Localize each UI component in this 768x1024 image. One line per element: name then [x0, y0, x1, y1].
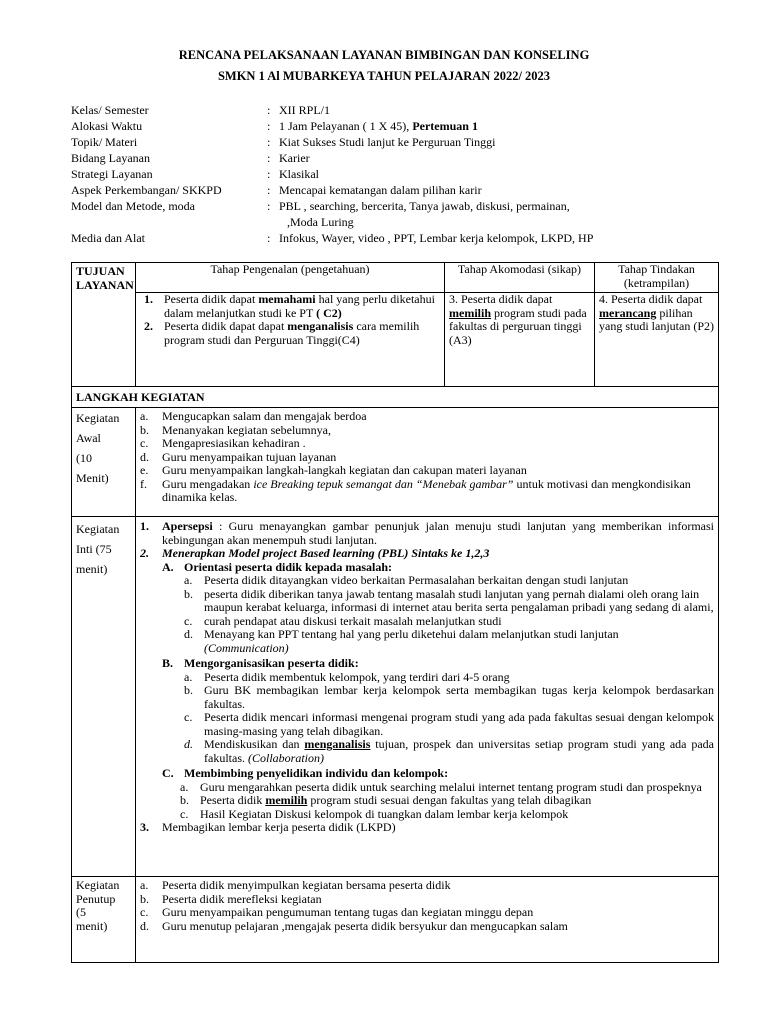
- attitude-objective: [445, 293, 595, 387]
- list-text: Guru BK membagikan lembar kerja kelompok serta membagikan tugas kerja kelompok berdasarkan fakultas.: [204, 683, 714, 711]
- label-line: (10: [76, 451, 92, 465]
- list-item: [140, 671, 714, 685]
- list-marker: a.: [184, 573, 193, 587]
- meta-value-text: PBL , searching, bercerita, Tanya jawab, diskusi, permainan,: [279, 199, 570, 213]
- text: tujuan, prospek dan universitas setiap program studi yang ada pada fakultas.: [204, 737, 714, 765]
- keyword: memilih: [449, 305, 491, 320]
- list-text: Peserta didik menyimpulkan kegiatan bersama peserta didik: [162, 878, 451, 892]
- label-line: Kegiatan: [76, 411, 120, 425]
- list-item: [140, 794, 714, 808]
- list-item: [140, 424, 714, 438]
- keyword: menganalisis: [304, 737, 371, 751]
- list-text: Guru mengarahkan peserta didik untuk searching melalui internet tentang program studi dan prospeknya: [200, 779, 702, 794]
- section-marker: C.: [162, 766, 174, 780]
- list-item: [140, 320, 440, 347]
- list-marker: e.: [140, 463, 149, 477]
- list-item: [140, 821, 714, 835]
- list-item: [140, 451, 714, 465]
- ice-breaking-text: ice Breaking tepuk semangat dan “Menebak gambar”: [253, 476, 514, 491]
- list-marker: d.: [140, 449, 149, 464]
- list-item: [140, 906, 714, 920]
- label-line: (5: [76, 905, 86, 919]
- meta-row: [71, 166, 731, 182]
- text: Peserta didik dapat dapat: [164, 319, 288, 333]
- list-text: Membagikan lembar kerja peserta didik (LKPD): [162, 820, 396, 834]
- section-title: Orientasi peserta didik kepada masalah:: [184, 559, 393, 574]
- meta-value: XII RPL/1: [279, 103, 330, 117]
- list-marker: d.: [140, 918, 149, 933]
- section-heading: [140, 767, 714, 781]
- opening-activity-row: [72, 408, 719, 517]
- text: pilihan yang studi lanjutan (P2): [599, 305, 714, 333]
- list-marker: c.: [140, 436, 149, 450]
- list-marker: b.: [184, 586, 193, 601]
- list-marker: b.: [140, 422, 149, 437]
- list-text: Mengucapkan salam dan mengajak berdoa: [162, 409, 367, 423]
- stage-knowledge-header: Tahap Pengenalan (pengetahuan): [136, 263, 445, 293]
- colon: :: [267, 135, 271, 149]
- meta-row: [71, 198, 731, 230]
- list-item: [140, 781, 714, 795]
- text: : Guru menayangkan gambar penunjuk jalan menuju studi lanjutan yang memberikan informasi kebingungan akan menempuh studi lanjutan.: [162, 519, 714, 547]
- list-marker: 2.: [140, 546, 149, 560]
- list-item: [140, 808, 714, 822]
- list-marker: c.: [184, 613, 193, 628]
- list-item: [140, 893, 714, 907]
- list-text: Guru menutup pelajaran ,mengajak peserta didik bersyukur dan mengucapkan salam: [162, 918, 568, 933]
- section-marker: A.: [162, 559, 174, 574]
- list-marker: 2.: [144, 319, 153, 333]
- label-line: menit): [76, 562, 108, 576]
- colon: :: [267, 199, 271, 213]
- list-marker: a.: [184, 669, 193, 684]
- stage-attitude-header: Tahap Akomodasi (sikap): [445, 263, 595, 293]
- list-text: Menanyakan kegiatan sebelumnya,: [162, 422, 331, 437]
- list-marker: b.: [140, 891, 149, 906]
- text: untuk motivasi dan mengkondisikan dinamika kelas.: [162, 476, 691, 504]
- text: program studi sesuai dengan fakultas yang telah dibagikan: [307, 793, 592, 807]
- meta-value: [279, 198, 731, 230]
- meta-key: Kelas/ Semester: [71, 103, 149, 117]
- knowledge-objectives: [136, 293, 445, 387]
- objectives-row: [72, 293, 719, 387]
- meta-key: Model dan Metode, moda: [71, 199, 195, 213]
- meta-row: [71, 182, 731, 198]
- skill-tag: (Communication): [204, 640, 289, 655]
- objectives-header-row: [72, 263, 719, 293]
- colon: :: [267, 119, 271, 133]
- skill-tag: (Collaboration): [248, 750, 325, 765]
- meta-key: Aspek Perkembangan/ SKKPD: [71, 183, 222, 197]
- text: program studi pada fakultas di perguruan tinggi (A3): [449, 305, 587, 347]
- meta-key: Topik/ Materi: [71, 135, 138, 149]
- list-item: [140, 879, 714, 893]
- list-item: [140, 684, 714, 711]
- meta-row: [71, 102, 731, 118]
- plan-table: [71, 262, 719, 963]
- objectives-label: TUJUAN LAYANAN: [72, 263, 136, 387]
- label-line: Awal: [76, 431, 101, 445]
- keyword: memilih: [265, 793, 308, 807]
- list-item: [140, 478, 714, 505]
- list-text: Guru menyampaikan pengumuman tentang tugas dan kegiatan minggu depan: [162, 905, 534, 919]
- meta-row: [71, 230, 731, 246]
- label-line: Penutup: [76, 891, 116, 906]
- model-title: Menerapkan Model project Based learning (PBL) Sintaks ke 1,2,3: [162, 546, 490, 560]
- identity-block: [71, 102, 731, 246]
- label-line: Menit): [76, 471, 109, 485]
- list-item: [140, 464, 714, 478]
- text: Menayang kan PPT tentang hal yang perlu diketehui dalam melanjutkan studi lanjutan: [204, 627, 619, 641]
- label-line: Inti (75: [76, 542, 112, 556]
- steps-title: LANGKAH KEGIATAN: [72, 387, 719, 408]
- core-activity-row: [72, 517, 719, 877]
- list-marker: a.: [180, 779, 189, 794]
- text: Peserta didik: [200, 793, 266, 807]
- keyword: memahami: [258, 292, 316, 306]
- list-marker: 1.: [144, 292, 153, 306]
- section-heading: [140, 561, 714, 575]
- list-item: [140, 628, 714, 655]
- document-subtitle: SMKN 1 Al MUBARKEYA TAHUN PELAJARAN 2022/ 2023: [217, 69, 551, 83]
- meta-row: [71, 150, 731, 166]
- text: Guru mengadakan: [162, 476, 254, 491]
- list-item: [140, 520, 714, 547]
- text: 3. Peserta didik dapat: [449, 292, 553, 306]
- closing-steps: [136, 877, 719, 963]
- closing-label: [72, 877, 136, 963]
- section-title: Mengorganisasikan peserta didik:: [184, 656, 359, 670]
- list-item: [140, 588, 714, 615]
- list-item: [140, 410, 714, 424]
- list-text: Peserta didik ditayangkan video berkaitan Permasalahan berkaitan dengan studi lanjutan: [204, 573, 629, 587]
- meta-key: Bidang Layanan: [71, 151, 150, 165]
- core-label: [72, 517, 136, 877]
- list-marker: b.: [180, 793, 189, 807]
- label-line: Kegiatan: [76, 878, 120, 892]
- list-marker: c.: [184, 710, 193, 724]
- list-marker: f.: [140, 476, 147, 491]
- meta-value: Klasikal: [279, 167, 319, 181]
- list-marker: d.: [184, 737, 193, 751]
- text: Mendiskusikan dan: [204, 737, 305, 751]
- keyword: menganalisis: [287, 319, 354, 333]
- list-marker: c.: [180, 806, 189, 821]
- list-text: peserta didik diberikan tanya jawab tentang masalah studi lanjutan yang pernah dialami oleh orang lain maupun kerabat keluarga, informasi di internet atau berita serta pengalaman pribadi yang sedang di alami,: [204, 586, 714, 614]
- colon: :: [267, 183, 271, 197]
- apersepsi-label: Apersepsi: [162, 519, 213, 533]
- meta-value: Mencapai kematangan dalam pilihan karir: [279, 183, 482, 197]
- document-title: RENCANA PELAKSANAAN LAYANAN BIMBINGAN DAN KONSELING: [178, 48, 590, 62]
- list-text: Mengapresiasikan kehadiran .: [162, 436, 306, 450]
- opening-steps: [136, 408, 719, 517]
- colon: :: [267, 151, 271, 165]
- list-item: [140, 437, 714, 451]
- colon: :: [267, 103, 271, 117]
- list-text: Peserta didik mencari informasi mengenai program studi yang ada pada fakultas sesuai dengan kelompok masing-masing yang telah dibagikan.: [204, 710, 714, 738]
- meta-key: Alokasi Waktu: [71, 119, 143, 133]
- steps-title-row: [72, 387, 719, 408]
- list-item: [140, 920, 714, 934]
- meta-row: [71, 118, 731, 134]
- list-marker: 1.: [140, 519, 149, 533]
- list-item: [140, 293, 440, 320]
- list-marker: 3.: [140, 820, 149, 834]
- colon: :: [267, 231, 271, 245]
- list-marker: a.: [140, 409, 149, 423]
- list-text: Guru menyampaikan langkah-langkah kegiatan dan cakupan materi layanan: [162, 463, 527, 477]
- text: cara memilih program studi dan Perguruan Tinggi(C4): [164, 319, 420, 347]
- label-line: Kegiatan: [76, 522, 120, 536]
- meta-value: Kiat Sukses Studi lanjut ke Perguruan Tinggi: [279, 135, 496, 149]
- list-text: curah pendapat atau diskusi terkait masalah melanjutkan studi: [204, 613, 502, 628]
- keyword: merancang: [599, 305, 657, 320]
- list-text: Peserta didik merefleksi kegiatan: [162, 891, 322, 906]
- colon: :: [267, 167, 271, 181]
- stage-skill-header: Tahap Tindakan (ketrampilan): [595, 263, 719, 293]
- list-item: [140, 738, 714, 765]
- meta-key: Media dan Alat: [71, 231, 145, 245]
- meta-value-text: 1 Jam Pelayanan ( 1 X 45),: [279, 119, 413, 133]
- meta-value: [279, 118, 731, 134]
- meta-value: Karier: [279, 151, 310, 165]
- list-item: [140, 574, 714, 588]
- list-marker: c.: [140, 905, 149, 919]
- text: Peserta didik dapat: [164, 292, 259, 306]
- section-marker: B.: [162, 656, 174, 670]
- skill-objective: [595, 293, 719, 387]
- list-marker: d.: [184, 627, 193, 641]
- list-text: Guru menyampaikan tujuan layanan: [162, 449, 337, 464]
- meta-row: [71, 134, 731, 150]
- list-text: Hasil Kegiatan Diskusi kelompok di tuangkan dalam lembar kerja kelompok: [200, 806, 569, 821]
- meta-value-text: ,Moda Luring: [287, 215, 354, 229]
- meta-key: Strategi Layanan: [71, 167, 153, 181]
- meta-value: Infokus, Wayer, video , PPT, Lembar kerja kelompok, LKPD, HP: [279, 231, 594, 245]
- level-code: ( C2): [316, 305, 342, 320]
- text: 4. Peserta didik dapat: [599, 292, 703, 306]
- list-marker: b.: [184, 683, 193, 697]
- list-text: Peserta didik membentuk kelompok, yang terdiri dari 4-5 orang: [204, 669, 510, 684]
- list-marker: a.: [140, 878, 149, 892]
- list-item: [140, 615, 714, 629]
- opening-label: [72, 408, 136, 517]
- section-title: Membimbing penyelidikan individu dan kelompok:: [184, 766, 449, 780]
- list-item: [140, 547, 714, 561]
- list-item: [140, 711, 714, 738]
- label-line: menit): [76, 918, 108, 933]
- closing-activity-row: [72, 877, 719, 963]
- core-steps: [136, 517, 719, 877]
- text: hal yang perlu diketahui dalam melanjutkan studi ke PT: [164, 292, 435, 320]
- meeting-label: Pertemuan 1: [412, 119, 478, 133]
- section-heading: [140, 657, 714, 671]
